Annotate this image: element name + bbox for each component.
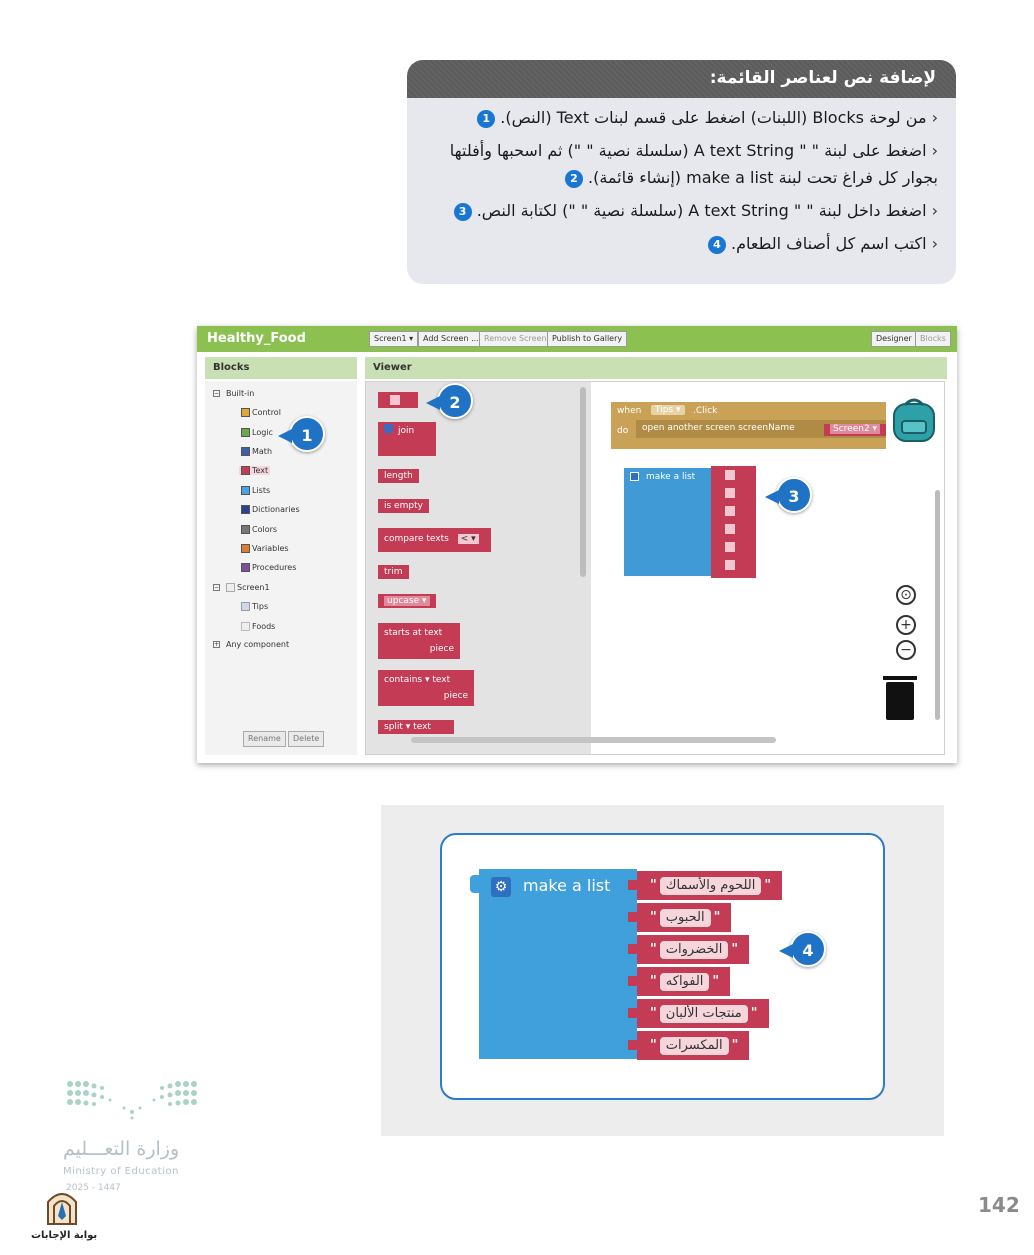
zoom-in-icon[interactable]: +: [896, 615, 916, 635]
page-number: 142: [978, 1193, 1020, 1217]
instruction-step-text: اضغط داخل لبنة " " A text String (سلسلة نصية " ") لكتابة النص.: [476, 201, 927, 220]
instruction-step: [421, 137, 938, 191]
procedures-icon: [241, 563, 250, 572]
starts-at-block[interactable]: starts at text piece: [378, 623, 460, 659]
backpack-icon[interactable]: [891, 395, 937, 443]
length-block[interactable]: length: [378, 469, 419, 483]
step-number-badge: 4: [708, 236, 726, 254]
text-slot: [725, 470, 735, 480]
gear-icon: ⚙: [491, 877, 511, 897]
example-frame: [440, 833, 885, 1100]
text-string-block[interactable]: " الخضروات ": [637, 935, 749, 964]
tree-item-lists[interactable]: Lists: [241, 486, 270, 495]
tree-item-logic[interactable]: Logic: [241, 428, 273, 437]
tree-screen1[interactable]: − Screen1: [214, 583, 270, 592]
text-blocks-drawer[interactable]: [366, 382, 591, 754]
remove-screen-button[interactable]: Remove Screen: [479, 331, 552, 347]
listview-component-icon: [241, 622, 250, 631]
is-empty-block[interactable]: is empty: [378, 499, 429, 513]
vertical-scrollbar[interactable]: [935, 490, 940, 720]
instruction-step-text: اضغط على لبنة " " A text String (سلسلة نصية " ") ثم اسحبها وأفلتها بجوار كل فراغ تحت لبنة make a list (إنشاء قائمة).: [449, 141, 938, 187]
instruction-list: [407, 98, 956, 257]
logic-icon: [241, 428, 250, 437]
text-string-block[interactable]: " الحبوب ": [637, 903, 731, 932]
callout-3: 3: [776, 477, 812, 513]
lists-icon: [241, 486, 250, 495]
recenter-icon[interactable]: ⊙: [896, 585, 916, 605]
text-string-block[interactable]: " المكسرات ": [637, 1031, 749, 1060]
text-string-block[interactable]: " اللحوم والأسماك ": [637, 871, 782, 900]
instruction-step-text: من لوحة Blocks (اللبنات) اضغط على قسم لبنات Text (النص).: [500, 108, 927, 127]
callout-4: 4: [790, 931, 826, 967]
step-number-badge: 2: [565, 170, 583, 188]
text-slot: [725, 560, 735, 570]
ministry-name-arabic: وزارة التعـــليم: [63, 1138, 180, 1160]
callout-1: 1: [289, 416, 325, 452]
text-slot: [725, 524, 735, 534]
tree-item-dictionaries[interactable]: Dictionaries: [241, 505, 300, 514]
tree-item-text[interactable]: Text: [239, 466, 270, 475]
horizontal-scrollbar[interactable]: [411, 737, 776, 743]
button-component-icon: [241, 602, 250, 611]
text-slot: [725, 488, 735, 498]
viewer-pane-header: Viewer: [365, 357, 947, 379]
gear-icon: [630, 472, 639, 481]
trash-icon[interactable]: [886, 682, 914, 720]
text-slot: [725, 506, 735, 516]
compare-texts-block[interactable]: compare texts < ▾: [378, 528, 491, 552]
text-string-block[interactable]: " الفواكه ": [637, 967, 730, 996]
make-a-list-block[interactable]: make a list: [624, 468, 714, 576]
example-panel: [381, 805, 944, 1136]
gear-icon: [384, 424, 393, 433]
app-inventor-screenshot: [197, 326, 957, 763]
collapse-icon[interactable]: −: [214, 390, 220, 397]
ministry-name-english: Ministry of Education: [63, 1166, 179, 1177]
instruction-heading: لإضافة نص لعناصر القائمة:: [407, 60, 956, 98]
when-tips-click-block[interactable]: when Tips ▾ .Click do: [611, 402, 886, 449]
component-dropdown[interactable]: Tips ▾: [651, 405, 685, 415]
top-bar: [197, 326, 957, 352]
contains-block[interactable]: contains ▾ text piece: [378, 670, 474, 706]
expand-icon[interactable]: +: [214, 641, 220, 648]
compare-operator-dropdown[interactable]: < ▾: [458, 534, 479, 544]
zoom-out-icon[interactable]: −: [896, 640, 916, 660]
text-icon: [241, 466, 250, 475]
make-a-list-block[interactable]: ⚙ make a list: [479, 869, 637, 1059]
text-string-block[interactable]: [378, 392, 418, 408]
project-title: Healthy_Food: [207, 331, 306, 346]
ministry-logo-icon: [64, 1078, 200, 1122]
tree-item-procedures[interactable]: Procedures: [241, 563, 296, 572]
add-screen-button[interactable]: Add Screen ...: [418, 331, 484, 347]
screen-select-dropdown[interactable]: Screen1 ▾: [369, 331, 418, 347]
answers-portal-name: بوابة الإجابات: [31, 1230, 98, 1241]
tree-builtin[interactable]: − Built-in: [214, 389, 255, 398]
step-number-badge: 1: [477, 110, 495, 128]
split-block[interactable]: split ▾ text: [378, 720, 454, 734]
tree-item-control[interactable]: Control: [241, 408, 281, 417]
dictionaries-icon: [241, 505, 250, 514]
text-slot: [725, 542, 735, 552]
math-icon: [241, 447, 250, 456]
screen2-text-block[interactable]: Screen2 ▾: [824, 424, 886, 436]
designer-button[interactable]: Designer: [871, 331, 917, 347]
instruction-step-text: اكتب اسم كل أصناف الطعام.: [730, 234, 927, 253]
empty-text-slots[interactable]: [711, 466, 756, 578]
open-another-screen-block[interactable]: open another screen screenName: [636, 420, 886, 438]
instruction-step: [421, 104, 938, 131]
answers-portal-logo-icon: [44, 1188, 80, 1226]
text-string-block[interactable]: " منتجات الألبان ": [637, 999, 769, 1028]
rename-button[interactable]: Rename: [243, 731, 286, 747]
tree-item-variables[interactable]: Variables: [241, 544, 289, 553]
tree-item-math[interactable]: Math: [241, 447, 272, 456]
blocks-viewer[interactable]: [365, 381, 945, 755]
collapse-icon[interactable]: −: [214, 584, 220, 591]
upcase-block[interactable]: upcase ▾: [378, 594, 436, 608]
text-slot: [390, 395, 400, 405]
tree-any-component[interactable]: + Any component: [214, 640, 290, 649]
tree-item-tips[interactable]: Tips: [241, 602, 268, 611]
instruction-step: [421, 230, 938, 257]
screen-icon: [226, 583, 235, 592]
callout-2: 2: [437, 383, 473, 419]
control-icon: [241, 408, 250, 417]
trim-block[interactable]: trim: [378, 565, 409, 579]
blocks-pane-header: Blocks: [205, 357, 357, 379]
publish-gallery-button[interactable]: Publish to Gallery: [547, 331, 627, 347]
blocks-button[interactable]: Blocks: [915, 331, 951, 347]
delete-button[interactable]: Delete: [288, 731, 324, 747]
tree-item-foods[interactable]: Foods: [241, 622, 275, 631]
instruction-step: [421, 197, 938, 224]
variables-icon: [241, 544, 250, 553]
academic-year: 2025 - 1447: [66, 1183, 121, 1193]
step-number-badge: 3: [454, 203, 472, 221]
tree-item-colors[interactable]: Colors: [241, 525, 277, 534]
colors-icon: [241, 525, 250, 534]
instruction-box: [407, 60, 956, 284]
join-block[interactable]: join: [378, 422, 436, 456]
drawer-scrollbar[interactable]: [580, 387, 586, 577]
